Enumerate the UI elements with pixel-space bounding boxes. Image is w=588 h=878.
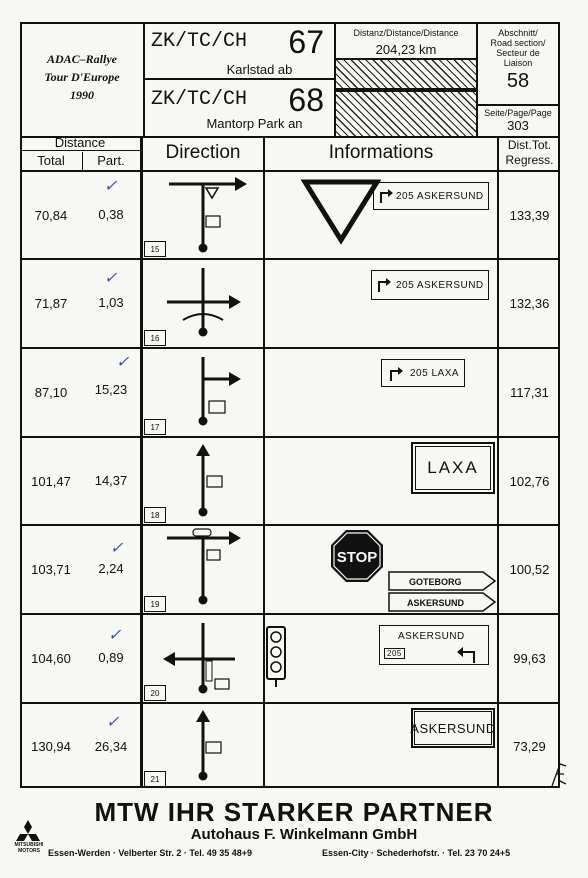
distance-value: 204,23 km [375,42,437,57]
section-label-1: Abschnitt/ [498,28,538,38]
col-informations: Informations [328,142,434,163]
rally-name-line3: 1990 [70,88,94,102]
tc1-number: 67 [288,24,324,60]
check-mark: ✓ [106,714,120,731]
route-number: 205 [384,648,405,659]
footer-address-1: Essen-Werden · Velberter Str. 2 · Tel. 49 35 48+9 [48,848,253,858]
place-name-inner [415,446,491,490]
row-part: 14,37 [94,472,128,488]
section-label [478,28,558,68]
row-part: 26,34 [94,738,128,754]
row-number: 16 [144,330,166,346]
row-part: 1,03 [98,294,124,310]
place-name-sign [411,708,495,748]
check-mark: ✓ [108,627,122,644]
left-turn-arrow-icon [456,646,478,664]
row-regress: 102,76 [509,473,550,489]
info-cell [265,526,497,613]
sign-text: LAXA [427,458,479,477]
sign-goteborg: GOTEBORG [409,577,462,587]
info-cell [265,172,497,258]
direction-cell [143,260,263,347]
place-name-inner [410,711,496,745]
check-mark: ✓ [110,540,124,557]
right-turn-arrow-icon [378,188,394,204]
direction-arrow-signs [387,570,499,614]
rally-name-line2: Tour D'Europe [44,70,120,84]
place-name-sign [411,442,495,494]
stop-sign-icon [329,528,385,584]
row-regress: 117,31 [510,385,549,400]
direction-sign [381,359,465,387]
row-number: 21 [144,771,166,787]
row-part: 15,23 [94,381,128,397]
direction-cell [143,438,263,524]
row-number: 18 [144,507,166,523]
hatched-field-2 [336,90,476,138]
col-dist-tot [499,136,560,170]
yield-sign-icon [301,178,381,248]
sign-askersund: ASKERSUND [407,598,465,608]
direction-sign [373,182,489,210]
row-number: 15 [144,241,166,257]
distance-label: Distanz/Distance/Distance [353,28,459,38]
sign-text: 205 ASKERSUND [396,279,484,291]
sign-text: ASKERSUND [398,631,465,642]
row-part: 0,89 [98,649,124,665]
brand-text: MITSUBISHI MOTORS [14,842,44,854]
row-total: 103,71 [31,562,71,577]
vline-total-part [82,152,83,170]
direction-sign [371,270,489,300]
col-regress-label: Regress. [505,153,554,167]
mitsubishi-brand [4,842,54,854]
col-part: Part. [97,152,125,168]
row-total: 70,84 [34,207,68,223]
sign-text: 205 LAXA [410,367,460,379]
row-number: 17 [144,419,166,435]
sign-text: ASKERSUND [410,720,496,736]
section-label-2: Road section/ [490,38,546,48]
stop-sign-text: STOP [336,549,378,566]
page-label: Seite/Page/Page [478,104,558,118]
row-total: 130,94 [31,738,71,754]
tc1-place: Karlstad ab [226,62,293,77]
section-label-4: Liaison [503,58,533,68]
page-value: 303 [507,118,529,133]
tc2-number: 68 [288,82,324,118]
direction-cell [143,526,263,613]
right-turn-arrow-icon [376,277,392,293]
section-label-3: Secteur de [496,48,540,58]
footer-dealer: Autohaus F. Winkelmann GmbH [190,826,418,843]
info-cell [265,438,497,524]
row-regress: 100,52 [509,562,550,577]
row-total: 104,60 [31,651,71,666]
row-regress: 133,39 [509,207,550,223]
check-mark: ✓ [104,178,118,195]
distance-box [334,22,478,138]
right-turn-arrow-icon [388,366,404,382]
direction-cell [143,704,263,788]
check-mark: ✓ [104,270,118,287]
row-regress: 132,36 [509,296,550,311]
info-cell [265,615,497,702]
tc1-code: ZK/TC/CH [151,30,248,53]
row-part: 0,38 [98,206,124,222]
check-mark: ✓ [116,354,130,371]
subheader-line [20,150,140,151]
section-box [476,22,560,138]
row-total: 101,47 [31,473,71,489]
rally-name [24,50,140,104]
direction-cell [143,615,263,702]
direction-cell [143,349,263,436]
info-cell [265,704,497,788]
tc2-place: Mantorp Park an [206,116,303,131]
direction-cell [143,172,263,258]
col-distance: Distance [54,134,106,150]
col-total: Total [37,152,65,168]
section-value: 58 [506,70,530,92]
initials-mark [548,762,570,788]
row-total: 71,87 [34,296,68,311]
footer-address-2: Essen-City · Schederhofstr. · Tel. 23 70 24+5 [322,848,511,858]
sign-text: 205 ASKERSUND [396,190,484,202]
row-total: 87,10 [34,385,68,400]
traffic-light-icon [265,625,291,689]
row-regress: 73,29 [513,738,546,754]
info-cell [265,349,497,436]
row-regress: 99,63 [513,651,546,666]
hatched-field-1 [336,58,476,90]
row-part: 2,24 [98,560,124,576]
rally-name-line1: ADAC–Rallye [46,52,117,66]
tc-box-2 [143,78,336,138]
footer-headline: MTW IHR STARKER PARTNER [94,797,494,827]
direction-sign [379,625,489,665]
col-direction: Direction [165,142,241,163]
info-cell [265,260,497,347]
row-number: 20 [144,685,166,701]
row-number: 19 [144,596,166,612]
tc2-code: ZK/TC/CH [151,88,248,111]
tc-box-1 [143,22,336,80]
col-dist-tot-label: Dist.Tot. [507,138,552,152]
